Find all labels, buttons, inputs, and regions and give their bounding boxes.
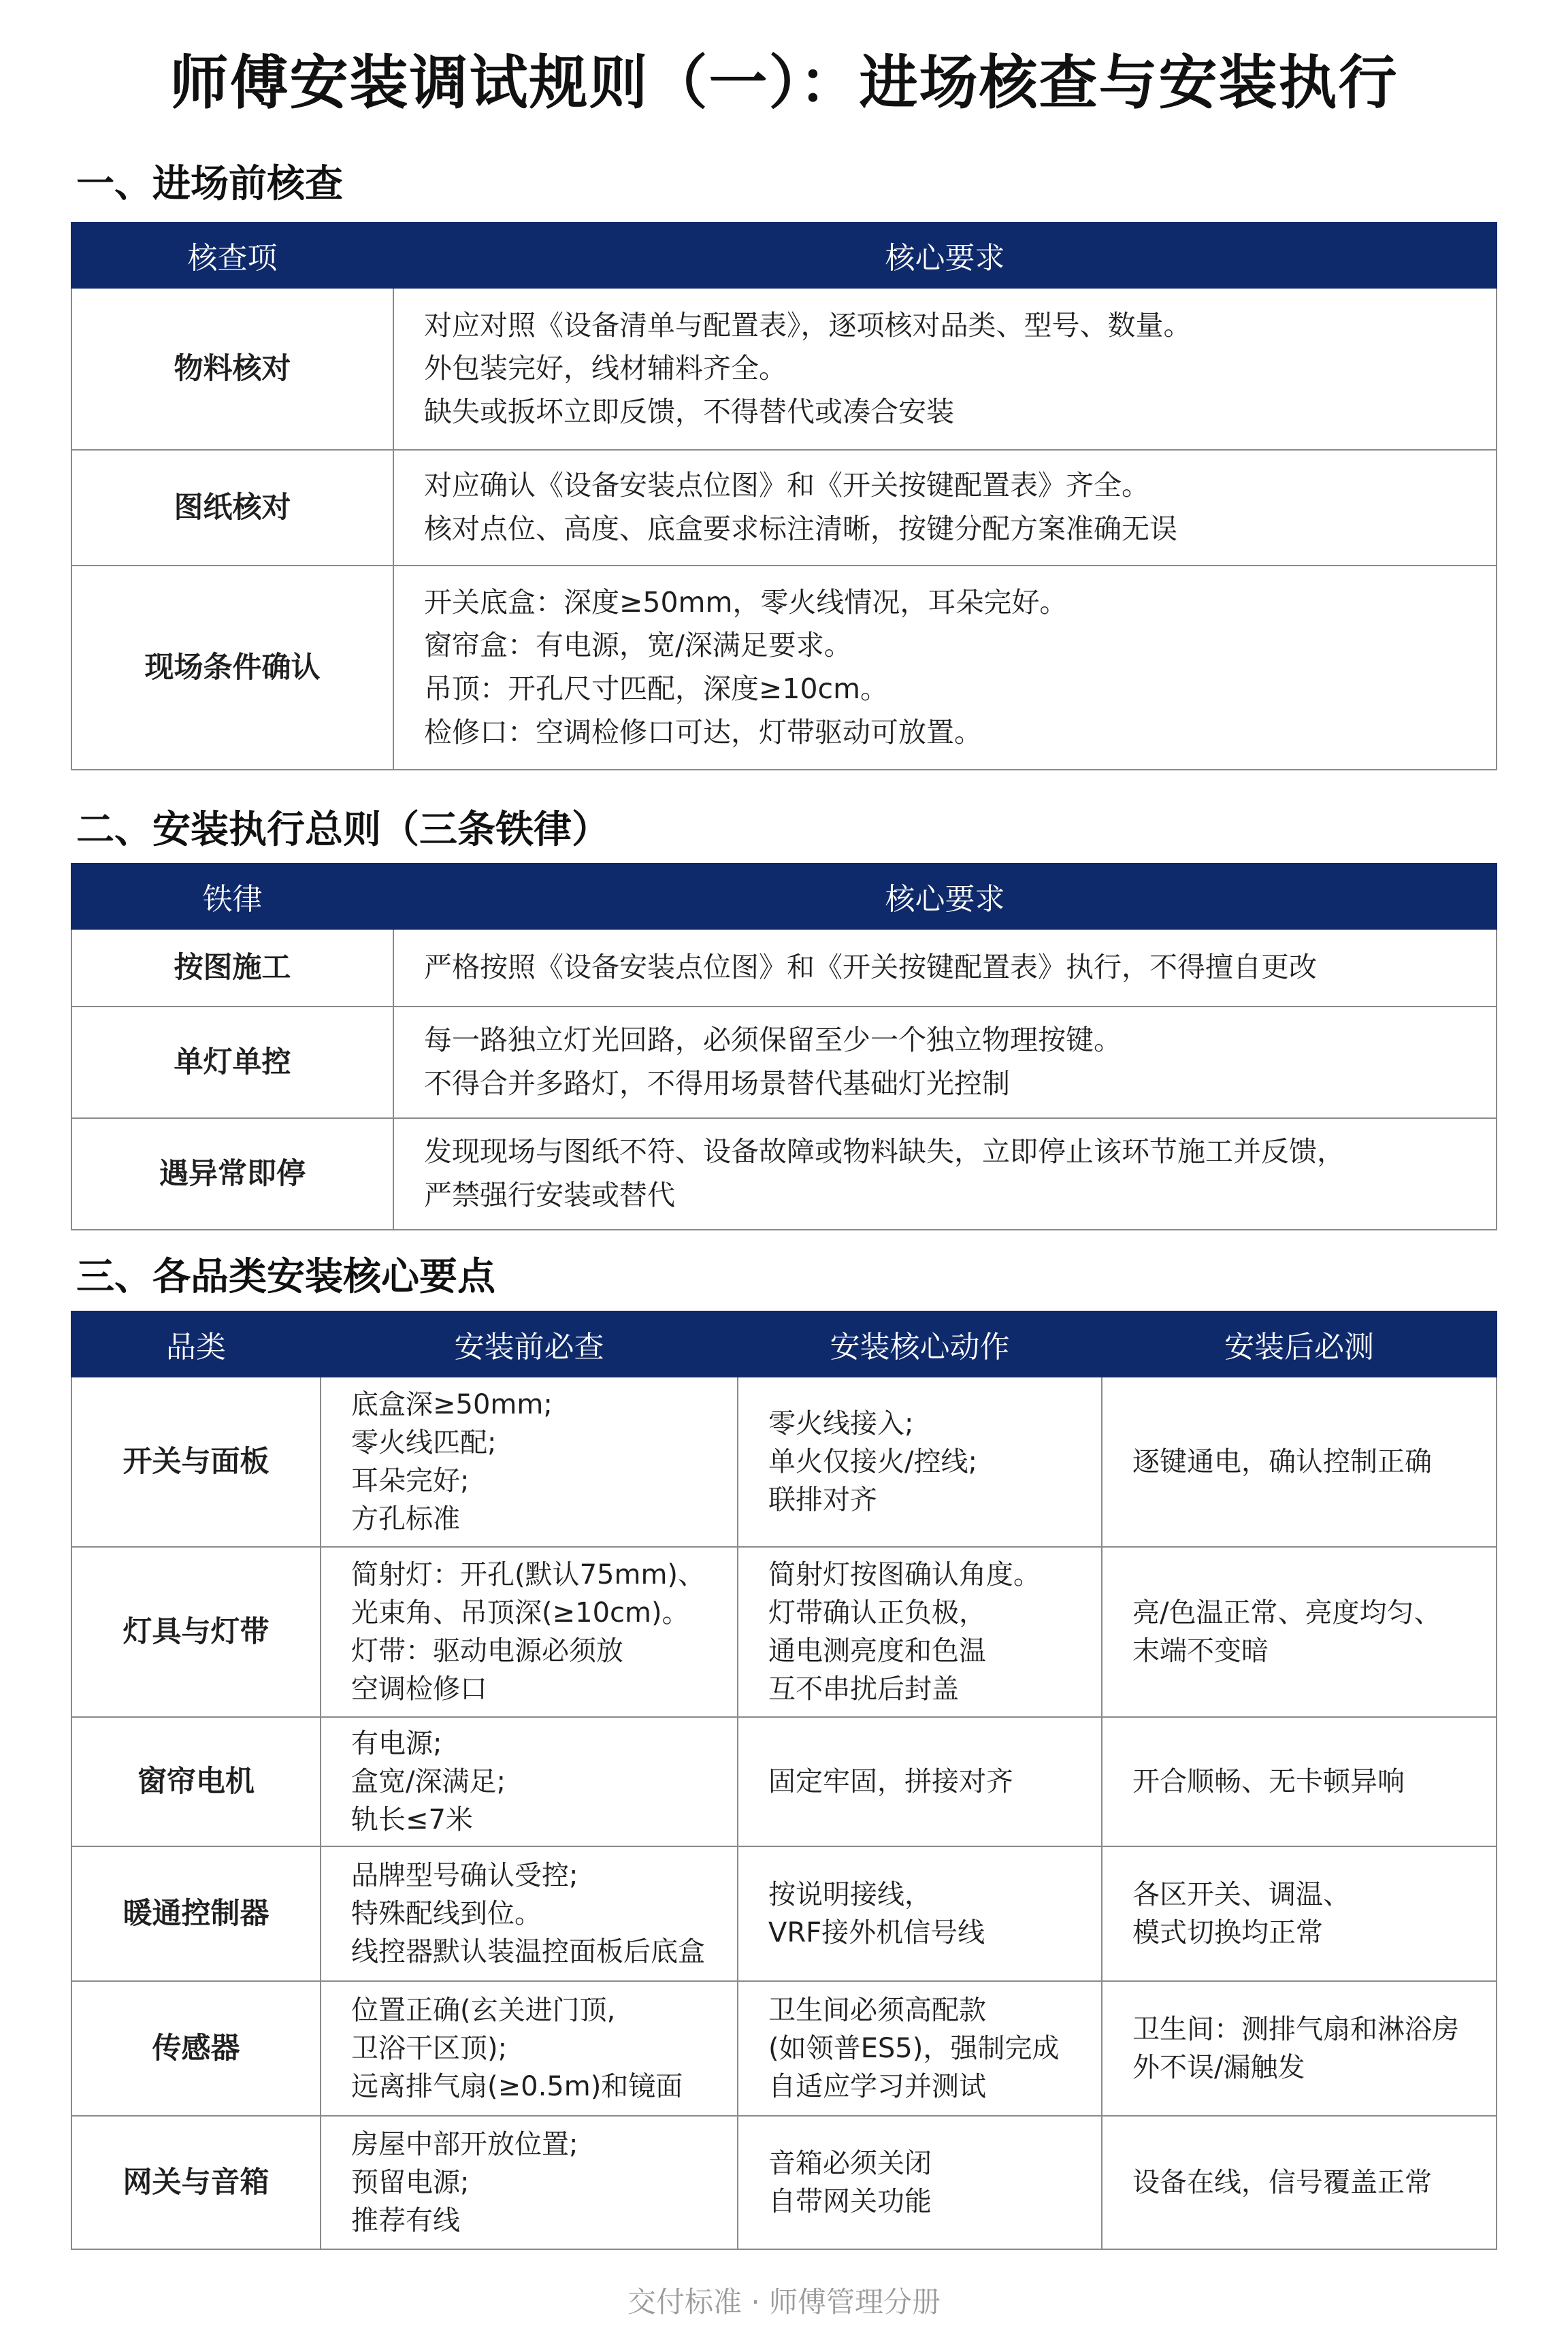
category-name-cell: 开关与面板	[71, 1377, 321, 1547]
cell-line: 互不串扰后封盖	[768, 1673, 959, 1705]
cell-line: 单火仅接火/控线;	[768, 1446, 977, 1477]
table-row	[71, 2116, 1497, 2249]
cell-line: 光束角、吊顶深(≥10cm)。	[351, 1597, 689, 1629]
cell-line: 设备在线，信号覆盖正常	[1132, 2167, 1432, 2198]
post-test-cell	[1102, 1547, 1497, 1717]
section-heading-3: 三、各品类安装核心要点	[76, 1255, 495, 1299]
section-heading-2: 二、安装执行总则（三条铁律）	[76, 808, 610, 852]
cell-line: 位置正确(玄关进门顶,	[351, 1995, 616, 2026]
cell-line: 简射灯按图确认角度。	[768, 1559, 1041, 1590]
table-body	[71, 929, 1497, 1230]
post-test-cell	[1102, 1846, 1497, 1981]
category-name-cell: 窗帘电机	[71, 1717, 321, 1846]
column-header: 核心要求	[393, 864, 1497, 929]
cell-line: (如领普ES5)，强制完成	[768, 2033, 1060, 2064]
category-name-cell: 灯具与灯带	[71, 1547, 321, 1717]
cell-line: 对应确认《设备安装点位图》和《开关按键配置表》齐全。	[424, 469, 1149, 502]
cell-line: VRF接外机信号线	[768, 1917, 985, 1948]
cell-line: 开关底盒：深度≥50mm，零火线情况，耳朵完好。	[424, 585, 1068, 619]
cell-line: 远离排气扇(≥0.5m)和镜面	[351, 2071, 683, 2102]
table-row	[71, 288, 1497, 450]
footer: 交付标准 · 师傅管理分册	[627, 2285, 941, 2319]
item-name-cell: 图纸核对	[71, 450, 393, 566]
cell-line: 耳朵完好;	[351, 1465, 470, 1497]
pre-check-cell	[321, 2116, 738, 2249]
table-row	[71, 1717, 1497, 1846]
cell-line: 严格按照《设备安装点位图》和《开关按键配置表》执行，不得擅自更改	[424, 951, 1317, 984]
column-header: 铁律	[71, 864, 393, 929]
category-name-cell: 传感器	[71, 1981, 321, 2116]
post-test-cell	[1102, 1717, 1497, 1846]
requirement-cell	[393, 288, 1497, 450]
column-header: 核心要求	[393, 223, 1497, 288]
table-row	[71, 1846, 1497, 1981]
cell-line: 卫浴干区顶);	[351, 2033, 508, 2064]
cell-line: 零火线接入;	[768, 1408, 914, 1439]
cell-line: 预留电源;	[351, 2167, 470, 2198]
pre-check-cell	[321, 1547, 738, 1717]
item-name-cell: 物料核对	[71, 288, 393, 450]
core-action-cell	[738, 1547, 1102, 1717]
cell-line: 灯带：驱动电源必须放	[351, 1635, 623, 1667]
cell-line: 空调检修口	[351, 1673, 487, 1705]
table-body	[71, 288, 1497, 770]
cell-line: 自适应学习并测试	[768, 2071, 986, 2102]
cell-line: 对应对照《设备清单与配置表》，逐项核对品类、型号、数量。	[424, 308, 1192, 342]
core-action-cell	[738, 2116, 1102, 2249]
item-name-cell: 遇异常即停	[71, 1118, 393, 1230]
cell-line: 窗帘盒：有电源，宽/深满足要求。	[424, 629, 852, 662]
cell-line: 灯带确认正负极，	[768, 1597, 986, 1629]
column-header: 安装前必查	[321, 1311, 738, 1377]
item-name-cell: 现场条件确认	[71, 566, 393, 770]
pre-check-cell	[321, 1981, 738, 2116]
cell-line: 底盒深≥50mm;	[351, 1389, 553, 1420]
requirement-cell	[393, 929, 1497, 1007]
table-row	[71, 1007, 1497, 1118]
cell-line: 固定牢固，拼接对齐	[768, 1766, 1013, 1797]
requirement-cell	[393, 1118, 1497, 1230]
table-row	[71, 450, 1497, 566]
cell-line: 卫生间：测排气扇和淋浴房	[1132, 2014, 1459, 2045]
cell-line: 轨长≤7米	[351, 1804, 473, 1835]
cell-line: 有电源;	[351, 1728, 442, 1759]
core-action-cell	[738, 1717, 1102, 1846]
cell-line: 核对点位、高度、底盒要求标注清晰，按键分配方案准确无误	[424, 512, 1177, 545]
cell-line: 联排对齐	[768, 1484, 877, 1516]
cell-line: 推荐有线	[351, 2205, 460, 2236]
pre-check-cell	[321, 1717, 738, 1846]
post-test-cell	[1102, 1377, 1497, 1547]
cell-line: 各区开关、调温、	[1132, 1879, 1350, 1910]
cell-line: 逐键通电，确认控制正确	[1132, 1446, 1432, 1477]
cell-line: 卫生间必须高配款	[768, 1995, 986, 2026]
table-row	[71, 1118, 1497, 1230]
cell-line: 零火线匹配;	[351, 1427, 497, 1458]
table-execution-rules	[71, 863, 1497, 1230]
category-name-cell: 暖通控制器	[71, 1846, 321, 1981]
cell-line: 发现现场与图纸不符、设备故障或物料缺失，立即停止该环节施工并反馈，	[424, 1135, 1345, 1169]
column-header: 安装后必测	[1102, 1311, 1497, 1377]
cell-line: 亮/色温正常、亮度均匀、	[1132, 1597, 1441, 1629]
cell-line: 按说明接线，	[768, 1879, 932, 1910]
cell-line: 品牌型号确认受控;	[351, 1860, 578, 1891]
table-entry-check	[71, 222, 1497, 770]
cell-line: 音箱必须关闭	[768, 2148, 932, 2179]
section-heading-1: 一、进场前核查	[76, 162, 343, 206]
category-name-cell: 网关与音箱	[71, 2116, 321, 2249]
cell-line: 通电测亮度和色温	[768, 1635, 986, 1667]
table-row	[71, 929, 1497, 1007]
column-header: 品类	[71, 1311, 321, 1377]
cell-line: 方孔标准	[351, 1503, 460, 1535]
cell-line: 外包装完好，线材辅料齐全。	[424, 352, 787, 385]
column-header: 安装核心动作	[738, 1311, 1102, 1377]
page-title: 师傅安装调试规则（一）：进场核查与安装执行	[169, 49, 1399, 117]
table-row	[71, 1981, 1497, 2116]
requirement-cell	[393, 1007, 1497, 1118]
cell-line: 外不误/漏触发	[1132, 2052, 1305, 2083]
cell-line: 每一路独立灯光回路，必须保留至少一个独立物理按键。	[424, 1024, 1122, 1057]
cell-line: 特殊配线到位。	[351, 1898, 542, 1929]
cell-line: 检修口：空调检修口可达，灯带驱动可放置。	[424, 715, 982, 749]
cell-line: 房屋中部开放位置;	[351, 2129, 578, 2160]
core-action-cell	[738, 1846, 1102, 1981]
core-action-cell	[738, 1981, 1102, 2116]
cell-line: 自带网关功能	[768, 2186, 932, 2217]
requirement-cell	[393, 566, 1497, 770]
table-row	[71, 1547, 1497, 1717]
cell-line: 线控器默认装温控面板后底盒	[351, 1936, 705, 1967]
table-category-points	[71, 1311, 1497, 2250]
cell-line: 盒宽/深满足;	[351, 1766, 506, 1797]
column-header: 核查项	[71, 223, 393, 288]
item-name-cell: 按图施工	[71, 929, 393, 1007]
post-test-cell	[1102, 1981, 1497, 2116]
pre-check-cell	[321, 1846, 738, 1981]
table-body	[71, 1377, 1497, 2249]
requirement-cell	[393, 450, 1497, 566]
pre-check-cell	[321, 1377, 738, 1547]
cell-line: 缺失或扳坏立即反馈，不得替代或凑合安装	[424, 395, 954, 428]
cell-line: 不得合并多路灯，不得用场景替代基础灯光控制	[424, 1067, 1010, 1100]
cell-line: 严禁强行安装或替代	[424, 1179, 675, 1211]
core-action-cell	[738, 1377, 1102, 1547]
item-name-cell: 单灯单控	[71, 1007, 393, 1118]
table-row	[71, 566, 1497, 770]
table-row	[71, 1377, 1497, 1547]
cell-line: 末端不变暗	[1132, 1635, 1269, 1667]
cell-line: 模式切换均正常	[1132, 1917, 1323, 1948]
post-test-cell	[1102, 2116, 1497, 2249]
cell-line: 开合顺畅、无卡顿异响	[1132, 1766, 1405, 1797]
cell-line: 简射灯：开孔(默认75mm)、	[351, 1559, 706, 1590]
cell-line: 吊顶：开孔尺寸匹配，深度≥10cm。	[424, 672, 889, 705]
